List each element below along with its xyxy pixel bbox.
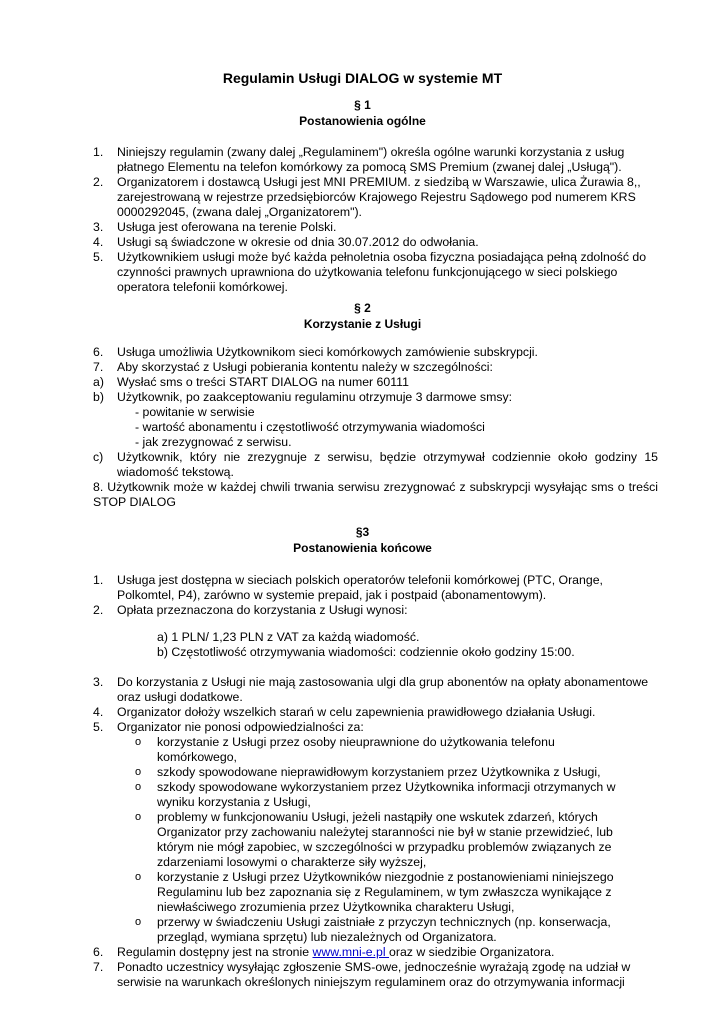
- list-item: b) Użytkownik, po zaakceptowaniu regulaminu otrzymuje 3 darmowe smsy:: [93, 390, 513, 404]
- document-title: Regulamin Usługi DIALOG w systemie MT: [222, 70, 503, 86]
- fee-frequency: b) Częstotliwość otrzymywania wiadomości: codziennie około godziny 15:00.: [157, 645, 575, 659]
- bullet-item: o korzystanie z Usługi przez osoby nieuprawnione do użytkowania telefonu komórkowego,: [135, 735, 555, 764]
- bullet-item: o korzystanie z Usługi przez Użytkowników niezgodnie z postanowieniami niniejszego Regulaminu lub bez zapoznania się z Regulaminem, w tym zwłaszcza wynikające z niewłaściwego zrozumienia przez Użytkownika charakteru Usługi,: [135, 870, 614, 914]
- list-item: 8. Użytkownik może w każdej chwili trwania serwisu zrezygnować z subskrypcji wysyłając sms o treści STOP DIALOG: [93, 480, 658, 509]
- list-item: 7. Aby skorzystać z Usługi pobierania kontentu należy w szczególności:: [93, 360, 493, 374]
- list-item: 6. Regulamin dostępny jest na stronie www.mni-e.pl oraz w siedzibie Organizatora.: [93, 945, 555, 959]
- section-3-heading: Postanowienia końcowe: [293, 541, 432, 555]
- section-1-heading: Postanowienia ogólne: [299, 114, 426, 128]
- section-1-number: § 1: [354, 98, 371, 112]
- section-2-heading: Korzystanie z Usługi: [303, 317, 422, 331]
- section-3-list-top: [93, 573, 658, 618]
- bullet-item: o przerwy w świadczeniu Usługi zaistniałe z przyczyn technicznych (np. konserwacja, przegląd, wymiana sprzętu) lub niezależnych od Organizatora.: [135, 915, 611, 944]
- list-item: 3. Usługa jest oferowana na terenie Polski.: [93, 220, 337, 234]
- list-item: 2. Opłata przeznaczona do korzystania z Usługi wynosi:: [93, 603, 408, 617]
- section-1-list: [93, 145, 658, 295]
- list-item: 1. Niniejszy regulamin (zwany dalej „Regulaminem") określa ogólne warunki korzystania z usług płatnego Elementu na telefon komórkowy za pomocą SMS Premium (zwanej dalej „Usługą").: [93, 145, 625, 174]
- list-item: 7. Ponadto uczestnicy wysyłając zgłoszenie SMS-owe, jednocześnie wyrażają zgodę na udział w serwisie na warunkach określonych niniejszym regulaminem oraz do otrzymywania informacji: [93, 960, 631, 989]
- bullet-icon: o: [135, 781, 142, 793]
- fee-details: [157, 630, 657, 660]
- list-item: 6. Usługa umożliwia Użytkownikom sieci komórkowych zamówienie subskrypcji.: [93, 345, 538, 359]
- dash-item: - jak zrezygnować z serwisu.: [135, 435, 292, 449]
- section-2-list: [93, 345, 658, 510]
- liability-bullets: [135, 735, 625, 945]
- bullet-icon: o: [135, 736, 142, 748]
- bullet-icon: o: [135, 766, 142, 778]
- section-3-number: §3: [355, 525, 370, 539]
- dash-item: - powitanie w serwisie: [135, 405, 255, 419]
- list-item: 4. Usługi są świadczone w okresie od dnia 30.07.2012 do odwołania.: [93, 235, 479, 249]
- bullet-item: o problemy w funkcjonowaniu Usługi, jeżeli nastąpiły one wskutek zdarzeń, których Organizator przy zachowaniu należytej staranności nie był w stanie przewidzieć, lub którym nie mógł zapobiec, w szczególności w przypadku problemów związanych ze zdarzeniami losowymi o charakterze siły wyższej,: [135, 810, 613, 869]
- bullet-item: o szkody spowodowane wykorzystaniem przez Użytkownika informacji otrzymanych w wyniku korzystania z Usługi,: [135, 780, 616, 809]
- list-item: c) Użytkownik, który nie zrezygnuje z serwisu, będzie otrzymywał codziennie około godziny 15 wiadomość tekstową.: [93, 450, 658, 479]
- website-link[interactable]: www.mni-e.pl: [312, 945, 390, 959]
- fee-amount: a) 1 PLN/ 1,23 PLN z VAT za każdą wiadomość.: [157, 630, 420, 644]
- section-2-number: § 2: [354, 301, 371, 315]
- list-item: 5. Użytkownikiem usługi może być każda pełnoletnia osoba fizyczna posiadająca pełną zdolność do czynności prawnych uprawniona do użytkowania telefonu funkcjonującego w sieci polskiego operatora telefonii komórkowej.: [93, 250, 647, 294]
- bullet-icon: o: [135, 811, 142, 823]
- bullet-item: o szkody spowodowane nieprawidłowym korzystaniem przez Użytkownika z Usługi,: [135, 765, 601, 779]
- section-3-list-bottom: [93, 675, 658, 990]
- list-item: 1. Usługa jest dostępna w sieciach polskich operatorów telefonii komórkowej (PTC, Orange, Polkomtel, P4), zarówno w systemie prepaid, jak i postpaid (abonamentowym).: [93, 573, 603, 602]
- dash-item: - wartość abonamentu i częstotliwość otrzymywania wiadomości: [135, 420, 485, 434]
- list-item: 3. Do korzystania z Usługi nie mają zastosowania ulgi dla grup abonentów na opłaty abonamentowe oraz usługi dodatkowe.: [93, 675, 649, 704]
- list-item: a) Wysłać sms o treści START DIALOG na numer 60111: [93, 375, 409, 389]
- bullet-icon: o: [135, 916, 142, 928]
- list-item: 5. Organizator nie ponosi odpowiedzialności za:: [93, 720, 364, 734]
- list-item: 2. Organizatorem i dostawcą Usługi jest MNI PREMIUM. z siedzibą w Warszawie, ulica Żurawia 8,, zarejestrowaną w rejestrze przedsiębiorców Krajowego Rejestru Sądowego pod numerem KRS 0000292045, (zwana dalej „Organizatorem").: [93, 175, 641, 219]
- bullet-icon: o: [135, 871, 142, 883]
- list-item: 4. Organizator dołoży wszelkich starań w celu zapewnienia prawidłowego działania Usługi.: [93, 705, 596, 719]
